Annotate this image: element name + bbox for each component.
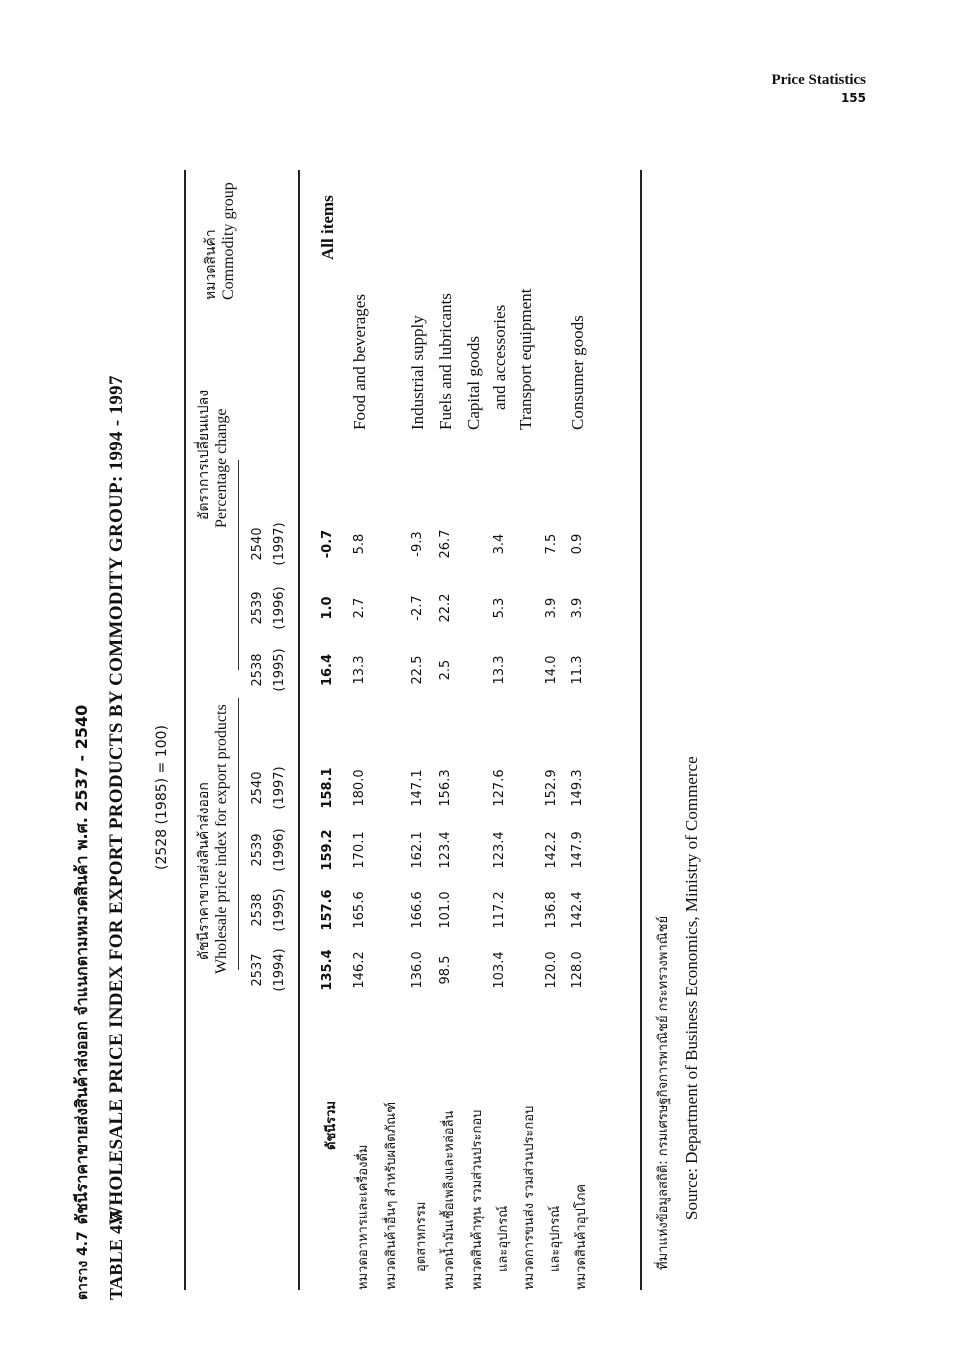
table-cell: 123.4	[438, 831, 453, 869]
index-head-rule	[238, 698, 239, 970]
table-cell: 101.0	[438, 891, 453, 929]
year-th-6: 2540	[250, 527, 265, 561]
index-head-en: Wholesale price index for export products	[213, 704, 230, 974]
year-th-1: 2538	[250, 893, 265, 927]
year-th-5: 2539	[250, 591, 265, 625]
source-thai: ที่มาแห่งข้อมูลสถิติ: กรมเศรษฐกิจการพาณิชย์ กระทรวงพาณิชย์	[656, 915, 671, 1270]
table-title-english-text: WHOLESALE PRICE INDEX FOR EXPORT PRODUCTS BY COMMODITY GROUP: 1994 - 1997	[106, 375, 127, 1225]
table-cell: 162.1	[410, 831, 425, 869]
table-cell: 152.9	[544, 769, 559, 807]
header-bottom-rule	[298, 170, 300, 1290]
table-cell: 147.9	[570, 831, 585, 869]
table-cell: -2.7	[410, 595, 425, 621]
table-cell: 157.6	[320, 889, 335, 931]
base-year-note: (2528 (1985) = 100)	[154, 725, 170, 870]
table-cell: 147.1	[410, 769, 425, 807]
table-cell: 5.3	[492, 597, 507, 619]
row-label-en: Fuels and lubricants	[436, 293, 455, 430]
year-en-6: (1997)	[272, 522, 287, 566]
year-en-5: (1996)	[272, 586, 287, 630]
table-cell: 170.1	[352, 831, 367, 869]
table-cell: 149.3	[570, 769, 585, 807]
row-label-th: หมวดน้ำมันเชื้อเพลิงและหล่อลื่น	[442, 1110, 457, 1290]
table-cell: 103.4	[492, 951, 507, 989]
year-th-3: 2540	[250, 771, 265, 805]
source-english: Source: Department of Business Economics, Ministry of Commerce	[682, 756, 701, 1220]
col-group-en: Commodity group	[220, 182, 237, 300]
table-cell: 146.2	[352, 951, 367, 989]
page-header	[771, 72, 866, 105]
table-cell: 136.0	[410, 951, 425, 989]
table-cell: 142.4	[570, 891, 585, 929]
change-head-rule	[238, 460, 239, 670]
year-en-4: (1995)	[272, 648, 287, 692]
row-label-en: All items	[318, 195, 337, 260]
year-th-2: 2539	[250, 833, 265, 867]
table-bottom-rule	[640, 170, 642, 1290]
table-cell: 120.0	[544, 951, 559, 989]
row-label-th: หมวดสินค้าทุน รวมส่วนประกอบ	[470, 1109, 485, 1290]
table-title-english	[106, 375, 128, 1300]
table-cell: 166.6	[410, 891, 425, 929]
row-label-th: อุตสาหกรรม	[414, 1201, 429, 1272]
table-cell: 11.3	[570, 655, 585, 685]
table-label-thai: ตาราง 4.7	[75, 1231, 91, 1300]
table-title-thai	[70, 705, 95, 1300]
table-cell: 159.2	[320, 829, 335, 871]
row-label-th: หมวดสินค้าอุปโภค	[574, 1183, 589, 1290]
table-cell: 3.9	[544, 597, 559, 619]
table-cell: 3.9	[570, 597, 585, 619]
table-cell: 117.2	[492, 891, 507, 929]
change-head-th: อัตราการเปลี่ยนแปลง	[196, 389, 212, 520]
table-cell: 156.3	[438, 769, 453, 807]
table-cell: 26.7	[438, 529, 453, 559]
table-cell: 0.9	[570, 533, 585, 555]
row-label-th: หมวดสินค้าอื่นๆ สำหรับผลิตภัณฑ์	[384, 1102, 399, 1290]
table-label-english: TABLE 4.7	[106, 1210, 126, 1300]
row-label-en: Food and beverages	[350, 294, 369, 430]
table-cell: 123.4	[492, 831, 507, 869]
table-cell: 22.5	[410, 655, 425, 685]
table-cell: 127.6	[492, 769, 507, 807]
page-number: 155	[840, 91, 866, 105]
table-cell: 142.2	[544, 831, 559, 869]
table-cell: 1.0	[320, 596, 335, 620]
table-cell: 135.4	[320, 949, 335, 991]
table-cell: 16.4	[320, 653, 335, 687]
col-group-th: หมวดสินค้า	[203, 229, 219, 300]
row-label-th: หมวดอาหารและเครื่องดื่ม	[356, 1144, 371, 1290]
table-cell: 98.5	[438, 955, 453, 985]
table-cell: -0.7	[320, 529, 335, 559]
index-head-th: ดัชนีราคาขายส่งสินค้าส่งออก	[196, 782, 212, 960]
table-cell: 5.8	[352, 533, 367, 555]
row-label-en: Industrial supply	[408, 315, 427, 430]
table-cell: 165.6	[352, 891, 367, 929]
running-title: Price Statistics	[771, 72, 866, 88]
row-label-en-cont: and accessories	[490, 304, 509, 410]
row-label-en: Consumer goods	[568, 315, 587, 430]
year-th-4: 2538	[250, 653, 265, 687]
row-label-th-cont: และอุปกรณ์	[496, 1205, 511, 1272]
table-top-rule	[184, 170, 186, 1290]
table-cell: 180.0	[352, 769, 367, 807]
row-label-en: Capital goods	[464, 336, 483, 430]
table-cell: 7.5	[544, 533, 559, 555]
year-en-3: (1997)	[272, 766, 287, 810]
table-cell: 22.2	[438, 593, 453, 623]
row-label-th: หมวดการขนส่ง รวมส่วนประกอบ	[522, 1105, 537, 1290]
year-en-2: (1996)	[272, 828, 287, 872]
table-title-thai-text: ดัชนีราคาขายส่งสินค้าส่งออก จำแนกตามหมวดสินค้า พ.ศ. 2537 - 2540	[72, 704, 91, 1225]
table-cell: 2.7	[352, 597, 367, 619]
table-cell: 136.8	[544, 891, 559, 929]
rotated-table-page	[70, 120, 710, 1300]
table-cell: 13.3	[492, 655, 507, 685]
table-cell: 158.1	[320, 767, 335, 809]
table-cell: 14.0	[544, 655, 559, 685]
change-head-en: Percentage change	[213, 408, 230, 528]
year-th-0: 2537	[250, 953, 265, 987]
year-en-1: (1995)	[272, 888, 287, 932]
table-cell: 13.3	[352, 655, 367, 685]
table-cell: -9.3	[410, 531, 425, 557]
year-en-0: (1994)	[272, 948, 287, 992]
row-label-th-cont: และอุปกรณ์	[548, 1205, 563, 1272]
table-cell: 128.0	[570, 951, 585, 989]
table-cell: 2.5	[438, 659, 453, 681]
row-label-th: ดัชนีรวม	[324, 1100, 339, 1150]
table-cell: 3.4	[492, 533, 507, 555]
row-label-en: Transport equipment	[516, 288, 535, 430]
